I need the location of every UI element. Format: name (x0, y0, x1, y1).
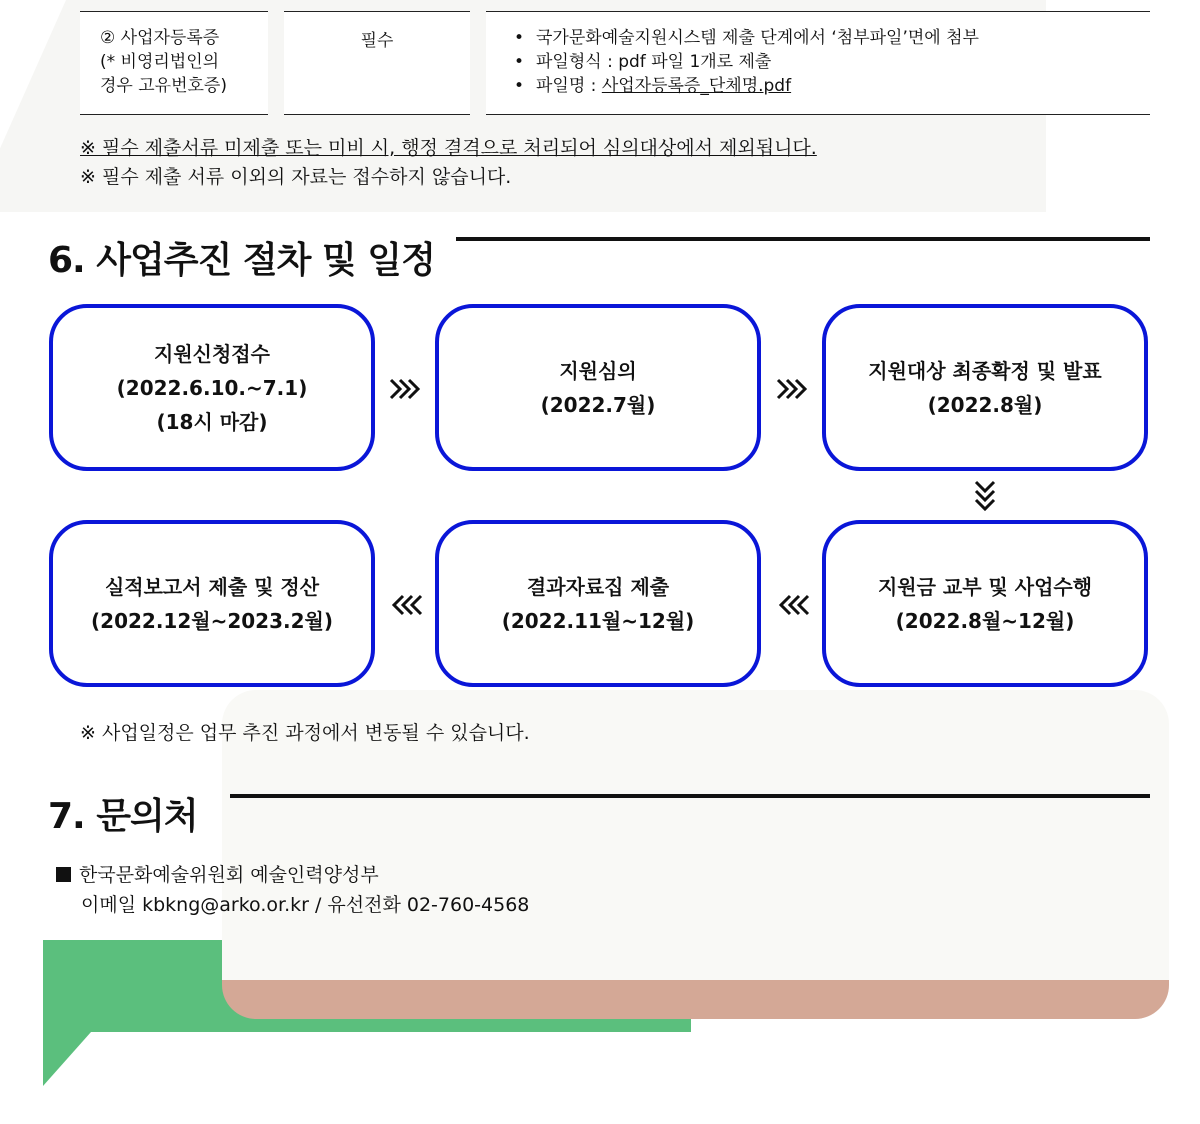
step-period: (2022.8월) (927, 392, 1043, 417)
triple-chevron-down-icon (970, 480, 1000, 514)
section-divider (230, 794, 1150, 798)
note-bullet (514, 74, 1150, 98)
document-name-line: 경우 고유번호증) (100, 76, 227, 96)
note-text: 파일형식 : pdf 파일 1개로 제출 (536, 52, 772, 72)
step-settlement (49, 520, 375, 687)
triple-chevron-left-icon (776, 593, 810, 617)
requirement-cell (284, 11, 470, 115)
step-label: 지원신청접수 (154, 341, 270, 366)
section-title-procedure: 6. 사업추진 절차 및 일정 (48, 240, 435, 281)
step-period: (2022.8월~12월) (895, 608, 1075, 633)
triple-chevron-right-icon (776, 377, 810, 401)
step-period: (2022.6.10.~7.1) (116, 375, 308, 400)
submission-notes-cell (486, 11, 1150, 115)
step-label: 지원심의 (559, 358, 637, 383)
step-application (49, 304, 375, 471)
note-bullet (514, 50, 1150, 74)
step-period: (2022.7월) (540, 392, 656, 417)
note-text: 파일명 : (536, 76, 602, 96)
step-label: 결과자료집 제출 (526, 574, 670, 599)
step-announcement (822, 304, 1148, 471)
document-name-line: (* 비영리법인의 (100, 52, 220, 72)
bullet-dot-icon: • (514, 52, 525, 72)
step-label: 지원대상 최종확정 및 발표 (868, 358, 1102, 383)
step-label: 실적보고서 제출 및 정산 (104, 574, 320, 599)
notice-disqualification: ※ 필수 제출서류 미제출 또는 미비 시, 행정 결격으로 처리되어 심의대상에서 제외됩니다. (80, 137, 817, 159)
contact-info (56, 860, 529, 920)
step-period: (2022.11월~12월) (501, 608, 695, 633)
note-text: 국가문화예술지원시스템 제출 단계에서 ‘첨부파일’면에 첨부 (536, 28, 979, 48)
step-period: (2022.12월~2023.2월) (91, 608, 333, 633)
notice-extra-documents: ※ 필수 제출 서류 이외의 자료는 접수하지 않습니다. (80, 166, 512, 188)
contact-details: 이메일 kbkng@arko.or.kr / 유선전화 02-760-4568 (81, 894, 530, 916)
bullet-dot-icon: • (514, 28, 525, 48)
document-name-line: ② 사업자등록증 (100, 28, 220, 48)
document-name-cell (80, 11, 268, 115)
section-divider (456, 237, 1150, 241)
step-label: 지원금 교부 및 사업수행 (877, 574, 1093, 599)
step-grant-execution (822, 520, 1148, 687)
file-name-example: 사업자등록증_단체명.pdf (601, 76, 792, 96)
triple-chevron-right-icon (389, 377, 423, 401)
requirement-table-row (80, 11, 1150, 115)
bullet-dot-icon: • (514, 76, 525, 96)
requirement-value: 필수 (360, 31, 394, 51)
step-deadline: (18시 마감) (156, 409, 268, 434)
background-green-tail (43, 1032, 91, 1086)
section-title-contact: 7. 문의처 (48, 796, 198, 837)
note-bullet (514, 26, 1150, 50)
contact-organization: 한국문화예술위원회 예술인력양성부 (79, 864, 379, 886)
square-bullet-icon (56, 867, 71, 882)
notice-schedule-change: ※ 사업일정은 업무 추진 과정에서 변동될 수 있습니다. (80, 722, 530, 744)
triple-chevron-left-icon (389, 593, 423, 617)
step-result-submission (435, 520, 761, 687)
step-review (435, 304, 761, 471)
